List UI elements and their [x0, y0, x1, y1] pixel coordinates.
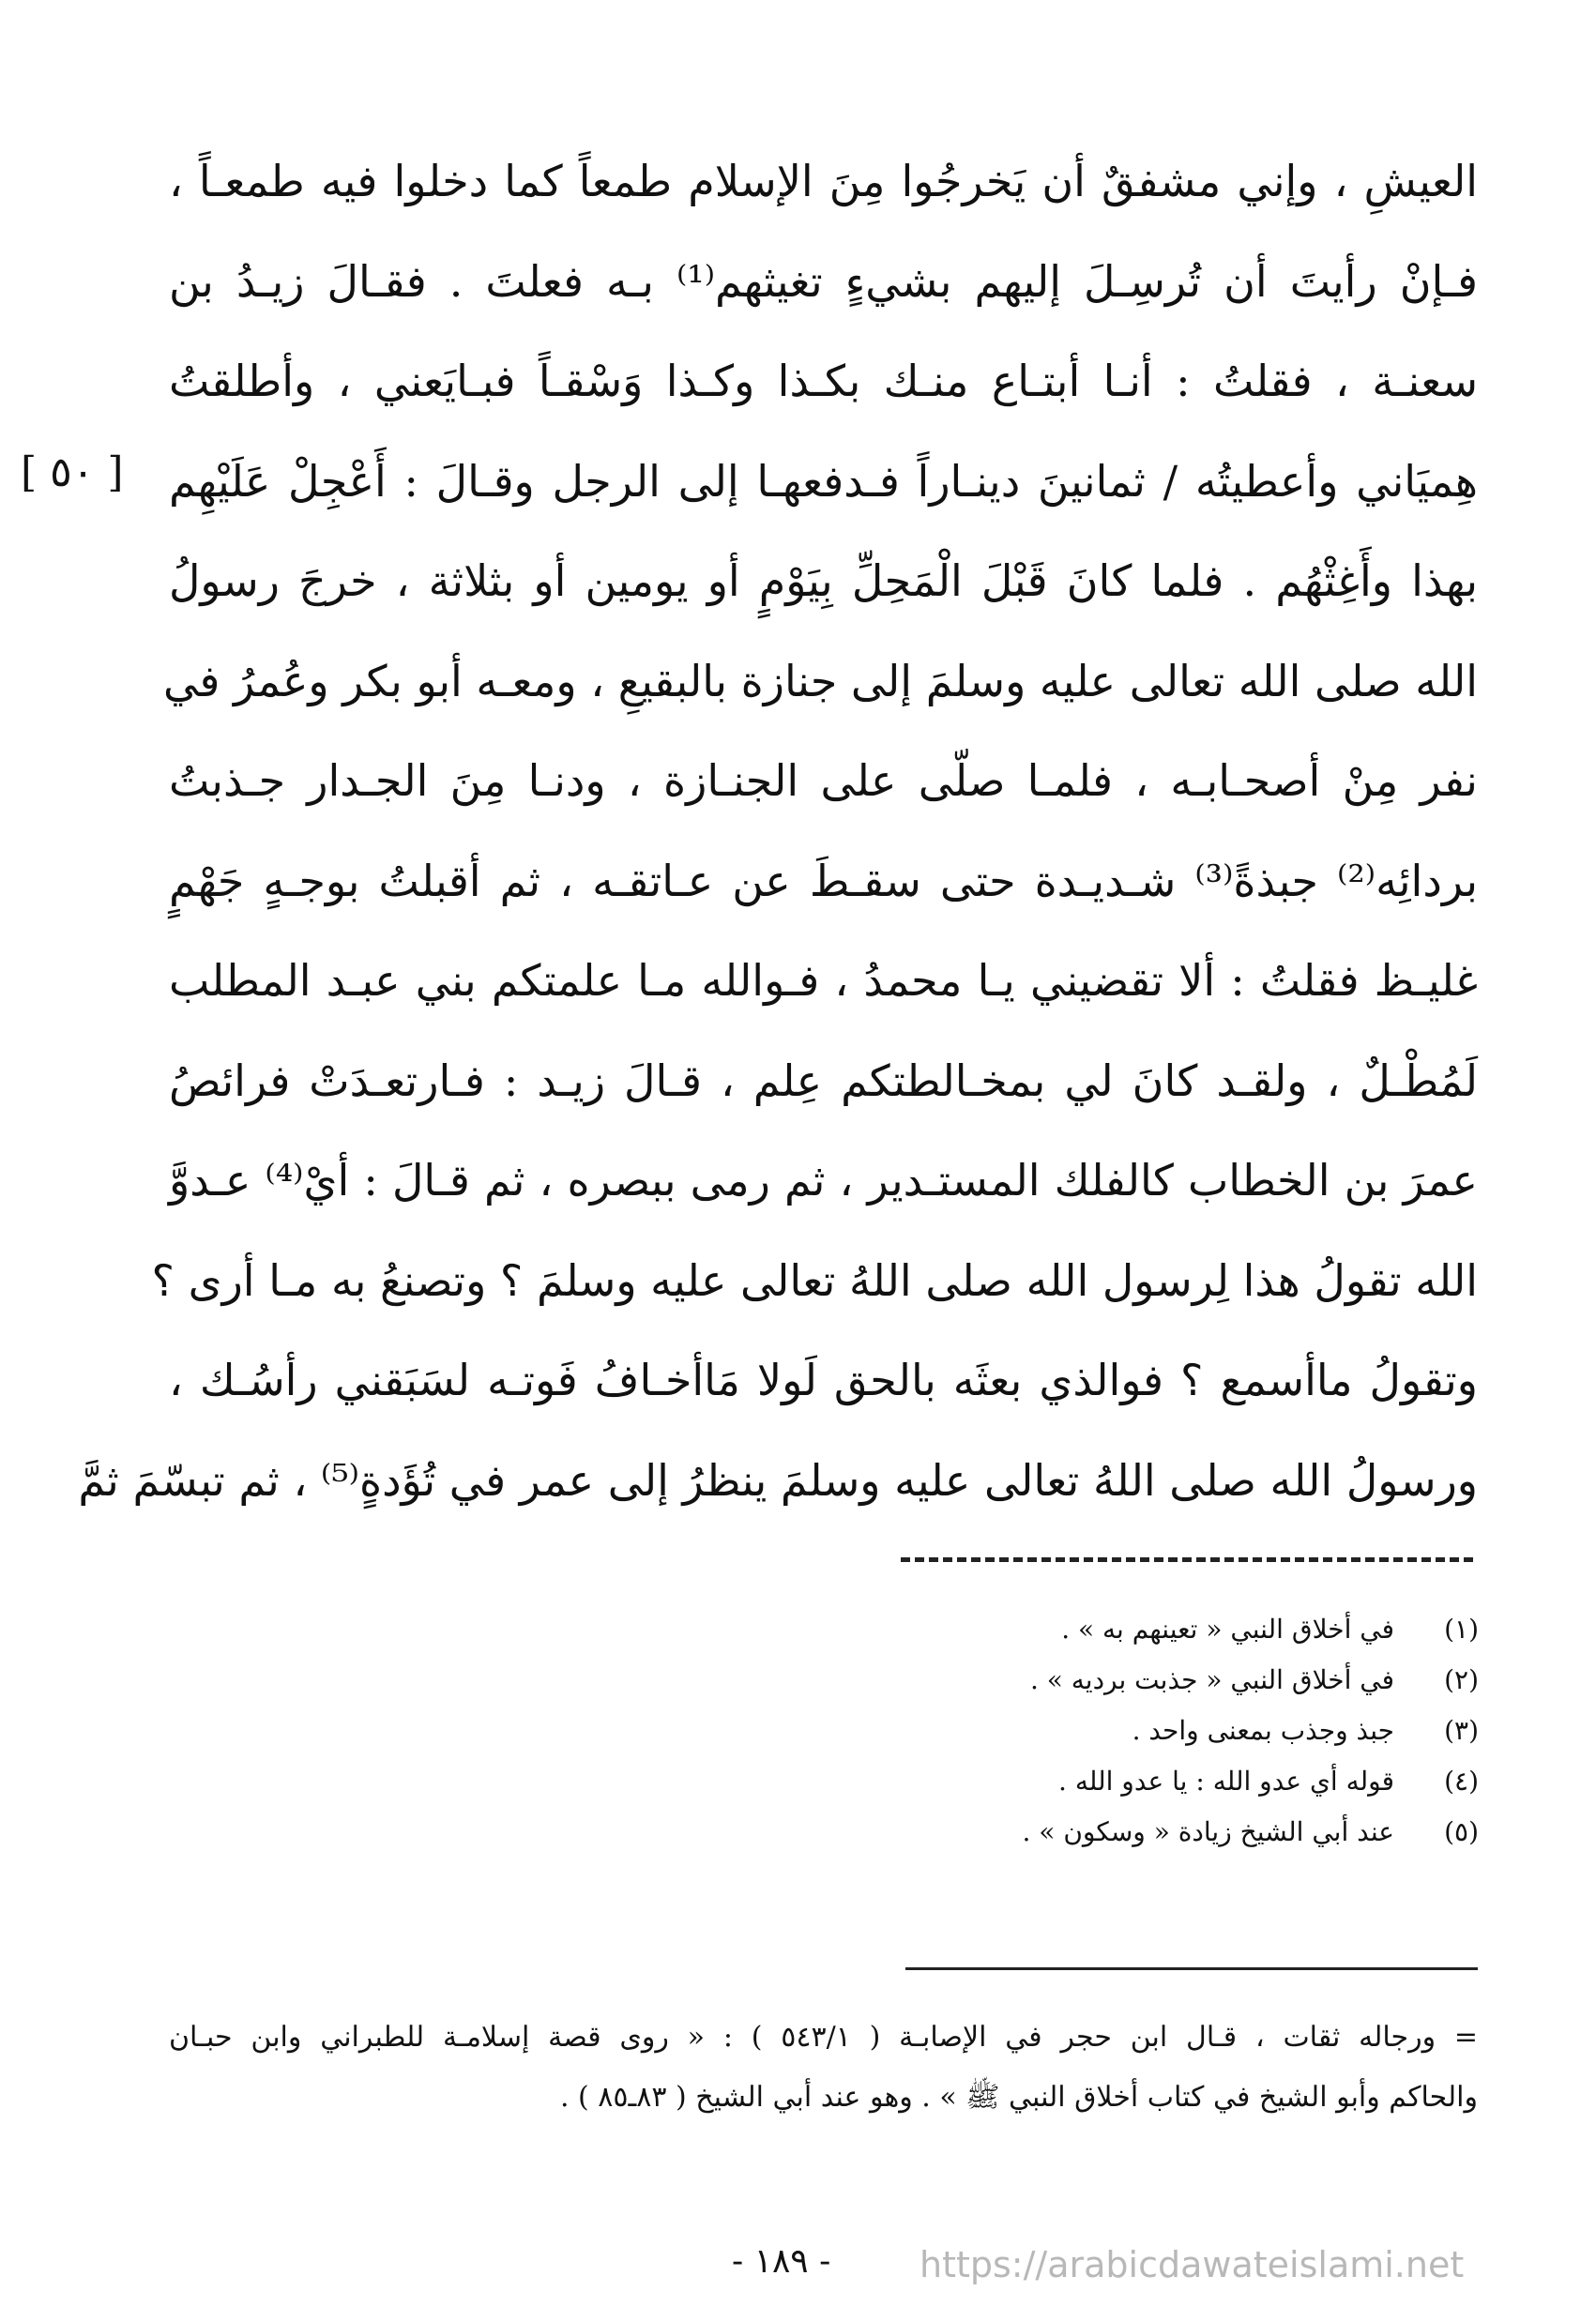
footnote-item	[709, 1756, 1479, 1807]
text-line: ورسولُ الله صلى اللهُ تعالى عليه وسلمَ ينظرُ إلى عمر في تُؤَدةٍ⁽⁵⁾ ، ثم تبسّمَ ثمَّ	[78, 1454, 1478, 1506]
text-line: لَمُطْـلٌ ، ولقـد كانَ لي بمخـالطتكم عِلم ، قـالَ زيـد : فـارتعـدَتْ فرائصُ	[169, 1054, 1478, 1106]
watermark-url: https://arabicdawateislami.net	[920, 2244, 1465, 2285]
solid-separator	[905, 1967, 1478, 1970]
footnote-text: في أخلاق النبي « جذبت برديه » .	[1029, 1664, 1394, 1695]
footnote-number: (٤)	[1444, 1766, 1479, 1797]
footnote-item	[709, 1655, 1479, 1706]
text-line: عمرَ بن الخطاب كالفلك المستـدير ، ثم رمى ببصره ، ثم قـالَ : أيْ⁽⁴⁾ عـدوَّ	[169, 1155, 1478, 1206]
dashed-separator	[901, 1557, 1473, 1562]
margin-page-marker: [ ٥٠ ]	[21, 448, 124, 496]
footnote-number: (١)	[1444, 1614, 1479, 1645]
text-line: العيشِ ، وإني مشفقٌ أن يَخرجُوا مِنَ الإسلام طمعاً كما دخلوا فيه طمعـاً ،	[169, 156, 1478, 206]
text-line: الله تقولُ هذا لِرسول الله صلى اللهُ تعالى عليه وسلمَ ؟ وتصنعُ به مـا أرى ؟	[151, 1254, 1478, 1306]
text-line: غليـظ فقلتُ : ألا تقضيني يـا محمدُ ، فـوالله مـا علمتكم بني عبـد المطلب	[169, 955, 1478, 1006]
text-line: فـإنْ رأيتَ أن تُرسِـلَ إليهم بشيءٍ تغيثهم⁽¹⁾ بـه فعلتَ . فقـالَ زيـدُ بن	[169, 255, 1478, 307]
text-line: نفر مِنْ أصحـابـه ، فلمـا صلّى على الجنـازة ، ودنـا مِنَ الجـدار جـذبتُ	[169, 755, 1478, 806]
text-line: هِميَاني وأعطيتُه / ثمانينَ دينـاراً فـدفعهـا إلى الرجل وقـالَ : أَعْجِلْ عَلَيْهِم	[169, 455, 1478, 507]
text-line: بهذا وأَغِثْهُم . فلما كانَ قَبْلَ الْمَحِلِّ بِيَوْمٍ أو يومين أو بثلاثة ، خرجَ رسولُ	[169, 555, 1478, 606]
main-text-block	[78, 131, 1479, 1530]
footnote-number: (٣)	[1444, 1715, 1479, 1746]
footnote-item	[709, 1807, 1479, 1858]
continued-footnote-line: والحاكم وأبو الشيخ في كتاب أخلاق النبي ﷺ » . وهو عند أبي الشيخ ( ٨٣ـ٨٥ ) .	[559, 2081, 1478, 2114]
text-line: سعنـة ، فقلتُ : أنـا أبتـاع منـك بكـذا وكـذا وَسْقـاً فبـايَعني ، وأطلقتُ	[169, 356, 1478, 406]
continued-footnote-block	[169, 2008, 1478, 2128]
text-line: الله صلى الله تعالى عليه وسلمَ إلى جنازة بالبقيعِ ، ومعـه أبو بكر وعُمرُ في	[163, 655, 1478, 706]
footnote-number: (٥)	[1444, 1816, 1479, 1847]
footnote-item	[709, 1604, 1479, 1655]
footnote-item	[709, 1706, 1479, 1756]
page-number: - ١٨٩ -	[732, 2242, 831, 2281]
footnote-number: (٢)	[1444, 1664, 1479, 1695]
footnote-text: عند أبي الشيخ زيادة « وسكون » .	[1022, 1816, 1394, 1847]
continued-footnote-line: = ورجاله ثقات ، قـال ابن حجر في الإصابـة ( ٥٤٣/١ ) : « روى قصة إسلامـة للطبراني وابن حبـان	[169, 2021, 1479, 2054]
footnote-text: جبذ وجذب بمعنى واحد .	[1132, 1715, 1394, 1746]
text-line: بردائِه⁽²⁾ جبذةً⁽³⁾ شـديـدة حتى سقـطَ عن عـاتقـه ، ثم أقبلتُ بوجـهٍ جَهْمٍ	[169, 855, 1479, 906]
text-line: وتقولُ ماأسمع ؟ فوالذي بعثَه بالحق لَولا مَاأخـافُ فَوتـه لسَبَقني رأسُـك ،	[169, 1355, 1478, 1405]
footnote-text: قوله أي عدو الله : يا عدو الله .	[1058, 1766, 1394, 1797]
footnote-text: في أخلاق النبي « تعينهم به » .	[1061, 1614, 1394, 1645]
footnotes-block	[709, 1604, 1479, 1858]
